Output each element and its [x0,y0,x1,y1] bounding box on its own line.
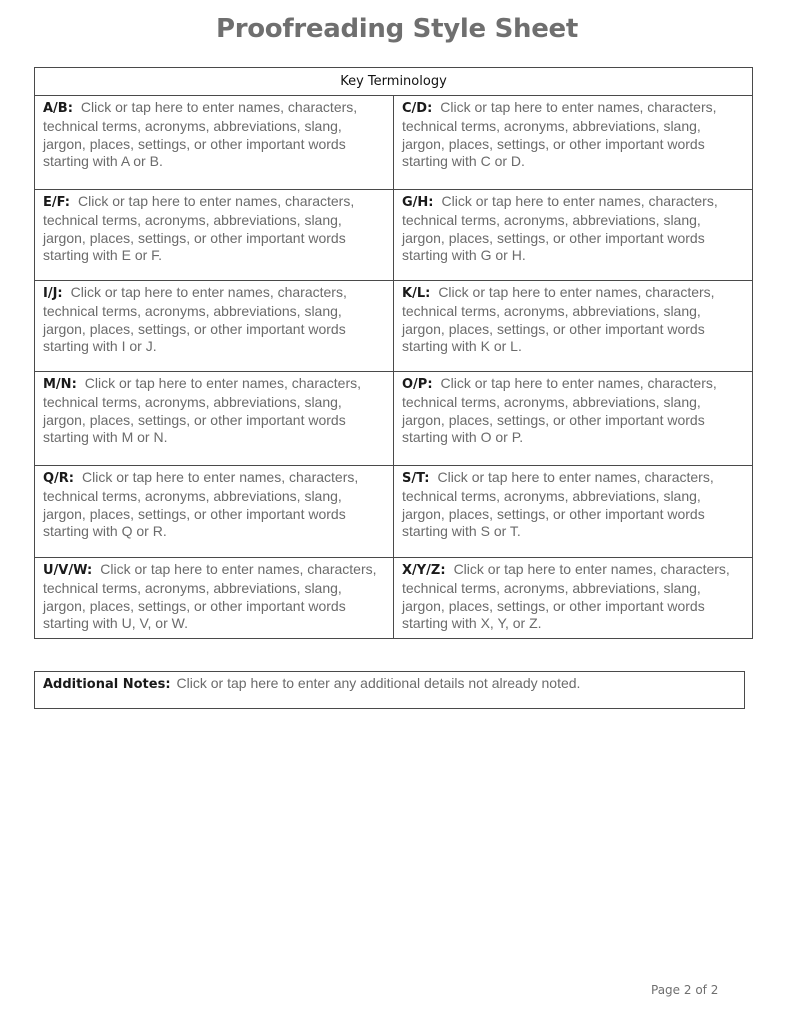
cell-placeholder[interactable]: Click or tap here to enter names, characters, technical terms, acronyms, abbreviations, slang, jargon, places, settings, or other important words starting with E or F. [43,193,355,264]
page-title: Proofreading Style Sheet [215,14,579,44]
additional-notes-label: Additional Notes: [43,677,171,692]
cell-placeholder[interactable]: Click or tap here to enter names, characters, technical terms, acronyms, abbreviations, slang, jargon, places, settings, or other important words starting with O or P. [402,375,717,446]
cell-placeholder[interactable]: Click or tap here to enter names, characters, technical terms, acronyms, abbreviations, slang, jargon, places, settings, or other important words starting with X, Y, or Z. [402,561,730,632]
term-cell-o-p[interactable] [394,372,753,466]
table-header: Key Terminology [35,68,753,96]
cell-placeholder[interactable]: Click or tap here to enter names, characters, technical terms, acronyms, abbreviations, slang, jargon, places, settings, or other important words starting with M or N. [43,375,361,446]
cell-placeholder[interactable]: Click or tap here to enter names, characters, technical terms, acronyms, abbreviations, slang, jargon, places, settings, or other important words starting with C or D. [402,99,717,170]
term-cell-q-r[interactable] [35,466,394,558]
table-row [35,281,753,372]
cell-placeholder[interactable]: Click or tap here to enter names, characters, technical terms, acronyms, abbreviations, slang, jargon, places, settings, or other important words starting with K or L. [402,284,715,355]
term-cell-m-n[interactable] [35,372,394,466]
table-row [35,558,753,639]
additional-notes-box[interactable] [34,671,745,709]
cell-label: U/V/W: [43,563,93,578]
term-cell-u-v-w[interactable] [35,558,394,639]
term-cell-i-j[interactable] [35,281,394,372]
cell-placeholder[interactable]: Click or tap here to enter names, characters, technical terms, acronyms, abbreviations, slang, jargon, places, settings, or other important words starting with S or T. [402,469,714,540]
cell-label: M/N: [43,377,77,392]
term-cell-e-f[interactable] [35,190,394,281]
cell-label: X/Y/Z: [402,563,446,578]
table-row [35,372,753,466]
cell-placeholder[interactable]: Click or tap here to enter names, characters, technical terms, acronyms, abbreviations, slang, jargon, places, settings, or other important words starting with Q or R. [43,469,359,540]
cell-placeholder[interactable]: Click or tap here to enter names, characters, technical terms, acronyms, abbreviations, slang, jargon, places, settings, or other important words starting with A or B. [43,99,358,170]
cell-label: Q/R: [43,471,75,486]
additional-notes-placeholder[interactable]: Click or tap here to enter any additional details not already noted. [176,675,581,691]
cell-placeholder[interactable]: Click or tap here to enter names, characters, technical terms, acronyms, abbreviations, slang, jargon, places, settings, or other important words starting with G or H. [402,193,718,264]
table-row [35,466,753,558]
term-cell-s-t[interactable] [394,466,753,558]
cell-label: C/D: [402,101,433,116]
key-terminology-table [34,67,753,639]
cell-placeholder[interactable]: Click or tap here to enter names, characters, technical terms, acronyms, abbreviations, slang, jargon, places, settings, or other important words starting with U, V, or W. [43,561,377,632]
cell-label: I/J: [43,286,63,301]
cell-label: A/B: [43,101,73,116]
term-cell-c-d[interactable] [394,96,753,190]
table-row [35,96,753,190]
term-cell-g-h[interactable] [394,190,753,281]
term-cell-k-l[interactable] [394,281,753,372]
cell-label: K/L: [402,286,431,301]
cell-label: O/P: [402,377,433,392]
term-cell-a-b[interactable] [35,96,394,190]
cell-label: E/F: [43,195,70,210]
page-number: Page 2 of 2 [651,983,719,997]
term-cell-x-y-z[interactable] [394,558,753,639]
cell-label: G/H: [402,195,434,210]
cell-placeholder[interactable]: Click or tap here to enter names, characters, technical terms, acronyms, abbreviations, slang, jargon, places, settings, or other important words starting with I or J. [43,284,347,355]
cell-label: S/T: [402,471,430,486]
table-row [35,190,753,281]
